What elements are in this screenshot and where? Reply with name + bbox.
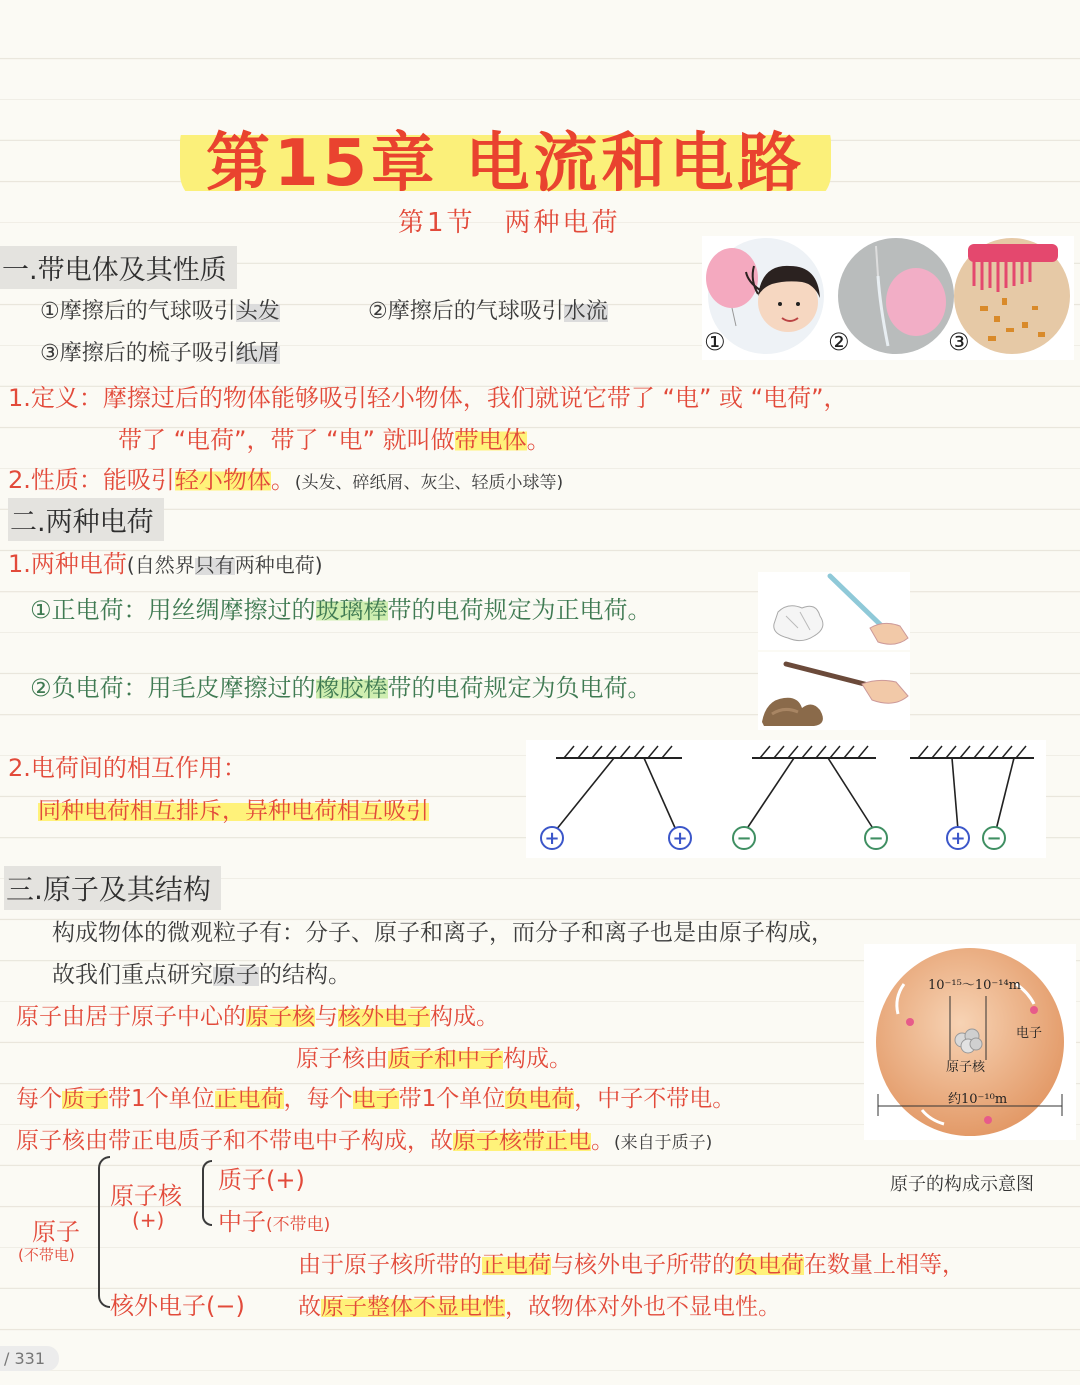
pendulum-diagram — [526, 740, 1046, 858]
atom-composition-mid: 与 — [315, 1004, 338, 1030]
conclusion-positive: 正电荷 — [482, 1252, 551, 1278]
pendulum-3-right-charge: − — [986, 828, 1002, 849]
two-charges-note-end: 两种电荷) — [234, 553, 323, 577]
negative-charge-text: ②负电荷：用毛皮摩擦过的 — [30, 674, 316, 702]
photo-label-3: ③ — [948, 328, 970, 356]
conclusion-2-end: ，故物体对外也不显电性。 — [505, 1294, 781, 1320]
unit-charge-e: ，每个 — [283, 1086, 353, 1112]
tree-nucleus: 原子核 — [110, 1182, 182, 1210]
definition-line-2-end: 。 — [526, 426, 551, 454]
two-charges-note-highlight: 只有 — [194, 553, 235, 577]
nucleus-composition-text: 原子核由 — [296, 1046, 388, 1072]
example-1-text: ①摩擦后的气球吸引 — [40, 299, 236, 324]
nucleus-highlight: 原子核 — [246, 1004, 315, 1030]
photo-label-2: ② — [828, 328, 850, 356]
conclusion-negative: 负电荷 — [735, 1252, 804, 1278]
interaction-rule — [38, 792, 429, 825]
atom-intro-highlight: 原子 — [213, 962, 259, 988]
example-2 — [368, 294, 608, 325]
example-3 — [40, 336, 280, 367]
nucleus-positive-highlight: 原子核带正电 — [453, 1128, 591, 1154]
negative-charge-line — [30, 668, 652, 703]
unit-charge-c: 带1个单位 — [108, 1086, 215, 1112]
two-charges-line — [8, 544, 323, 579]
conclusion-1-end: 在数量上相等， — [804, 1252, 965, 1278]
pendulum-3-left-charge: + — [950, 828, 966, 849]
conclusion-line-1 — [298, 1246, 965, 1279]
pendulum-2-right-charge: − — [868, 828, 884, 849]
atom-composition-line — [16, 998, 499, 1031]
two-charges-note: (自然界 — [126, 553, 195, 577]
tree-proton: 质子(+) — [218, 1166, 305, 1194]
pendulum-svg — [526, 740, 1046, 858]
page-title: 第15章 电流和电路 — [180, 112, 831, 204]
example-3-highlight: 纸屑 — [235, 341, 280, 366]
heading-two-charges: 二.两种电荷 — [8, 498, 164, 541]
unit-charge-positive: 正电荷 — [214, 1086, 284, 1112]
example-3-text: ③摩擦后的梳子吸引 — [40, 341, 236, 366]
atom-intro-text: 故我们重点研究 — [52, 962, 213, 988]
photos-svg — [702, 236, 1074, 360]
definition-line-2-text: 带了 “电荷”，带了 “电” 就叫做 — [118, 426, 455, 454]
unit-charge-line — [16, 1080, 735, 1113]
unit-charge-electron: 电子 — [352, 1086, 399, 1112]
glass-rod-highlight: 玻璃棒 — [315, 596, 388, 624]
unit-charge-i: ，中子不带电。 — [574, 1086, 736, 1112]
charged-bodies-photos — [702, 236, 1074, 360]
nucleus-charge-note: (来自于质子) — [614, 1133, 713, 1153]
unit-charge-g: 带1个单位 — [398, 1086, 506, 1112]
electron-highlight: 核外电子 — [338, 1004, 430, 1030]
nucleus-charge-line — [16, 1122, 712, 1155]
nucleus-composition-line — [296, 1040, 572, 1073]
positive-charge-text: ①正电荷：用丝绸摩擦过的 — [30, 596, 316, 624]
conclusion-1-text: 由于原子核所带的 — [298, 1252, 482, 1278]
nucleus-charge-end: 。 — [591, 1128, 614, 1154]
atom-size-label: 约10⁻¹⁰m — [948, 1092, 1008, 1107]
tree-nucleus-charge: (+) — [132, 1208, 165, 1232]
property-highlight: 轻小物体 — [174, 466, 271, 494]
definition-line-2 — [118, 420, 551, 455]
positive-charge-end: 带的电荷规定为正电荷。 — [387, 596, 652, 624]
property-end: 。 — [270, 466, 295, 494]
conclusion-2-text: 故 — [298, 1294, 321, 1320]
conclusion-line-2 — [298, 1288, 781, 1321]
section-subtitle: 第1节 两种电荷 — [398, 208, 621, 238]
tree-inner-brace — [202, 1160, 212, 1226]
tree-neutron-note: (不带电) — [266, 1215, 331, 1235]
atom-intro-line-2 — [52, 956, 351, 989]
example-2-highlight: 水流 — [563, 299, 608, 324]
nucleus-label: 原子核 — [946, 1060, 986, 1075]
pendulum-1-right-charge: + — [672, 828, 688, 849]
atom-intro-end: 的结构。 — [259, 962, 351, 988]
conclusion-1-mid: 与核外电子所带的 — [551, 1252, 735, 1278]
positive-charge-line — [30, 590, 652, 625]
two-charges-title: 1.两种电荷 — [8, 550, 127, 578]
pendulum-2-left-charge: − — [736, 828, 752, 849]
example-1 — [40, 294, 280, 325]
conclusion-neutral: 原子整体不显电性 — [321, 1294, 505, 1320]
interaction-rule-highlight: 同种电荷相互排斥，异种电荷相互吸引 — [38, 798, 429, 824]
atom-composition-end: 构成。 — [430, 1004, 499, 1030]
tree-electrons: 核外电子(−) — [110, 1292, 245, 1320]
property-line — [8, 460, 563, 495]
rubber-rod-svg — [758, 652, 910, 730]
property-note: (头发、碎纸屑、灰尘、轻质小球等) — [294, 473, 564, 493]
heading-charged-body: 一.带电体及其性质 — [0, 246, 237, 289]
interaction-title: 2.电荷间的相互作用： — [8, 754, 247, 782]
nucleus-size-label: 10⁻¹⁵～10⁻¹⁴m — [928, 978, 1021, 993]
atom-intro-line-1: 构成物体的微观粒子有：分子、原子和离子，而分子和离子也是由原子构成， — [52, 920, 834, 946]
tree-atom-note: (不带电) — [18, 1246, 75, 1264]
pendulum-1-left-charge: + — [544, 828, 560, 849]
nucleus-charge-text: 原子核由带正电质子和不带电中子构成，故 — [16, 1128, 453, 1154]
atom-diagram — [864, 944, 1076, 1140]
definition-line-1: 1.定义：摩擦过后的物体能够吸引轻小物体，我们就说它带了 “电” 或 “电荷”， — [8, 384, 848, 412]
atom-composition-text: 原子由居于原子中心的 — [16, 1004, 246, 1030]
glass-rod-image — [758, 572, 910, 650]
unit-charge-a: 每个 — [16, 1086, 62, 1112]
heading-atom-structure: 三.原子及其结构 — [4, 866, 221, 910]
tree-neutron-label: 中子 — [218, 1208, 266, 1236]
example-2-text: ②摩擦后的气球吸引 — [368, 299, 564, 324]
nucleus-composition-end: 构成。 — [503, 1046, 572, 1072]
negative-charge-end: 带的电荷规定为负电荷。 — [387, 674, 652, 702]
atom-caption: 原子的构成示意图 — [890, 1174, 1034, 1195]
proton-neutron-highlight: 质子和中子 — [388, 1046, 503, 1072]
tree-atom: 原子 — [32, 1218, 80, 1246]
tree-neutron — [218, 1202, 330, 1237]
page-indicator: / 331 — [0, 1346, 59, 1371]
rubber-rod-highlight: 橡胶棒 — [315, 674, 388, 702]
unit-charge-negative: 负电荷 — [505, 1086, 575, 1112]
rubber-rod-image — [758, 652, 910, 730]
electron-label: 电子 — [1016, 1026, 1043, 1041]
definition-highlight: 带电体 — [454, 426, 527, 454]
example-1-highlight: 头发 — [235, 299, 280, 324]
unit-charge-proton: 质子 — [62, 1086, 108, 1112]
glass-rod-svg — [758, 572, 910, 650]
property-text: 2.性质：能吸引 — [8, 466, 175, 494]
photo-label-1: ① — [704, 328, 726, 356]
tree-outer-brace — [98, 1156, 110, 1308]
